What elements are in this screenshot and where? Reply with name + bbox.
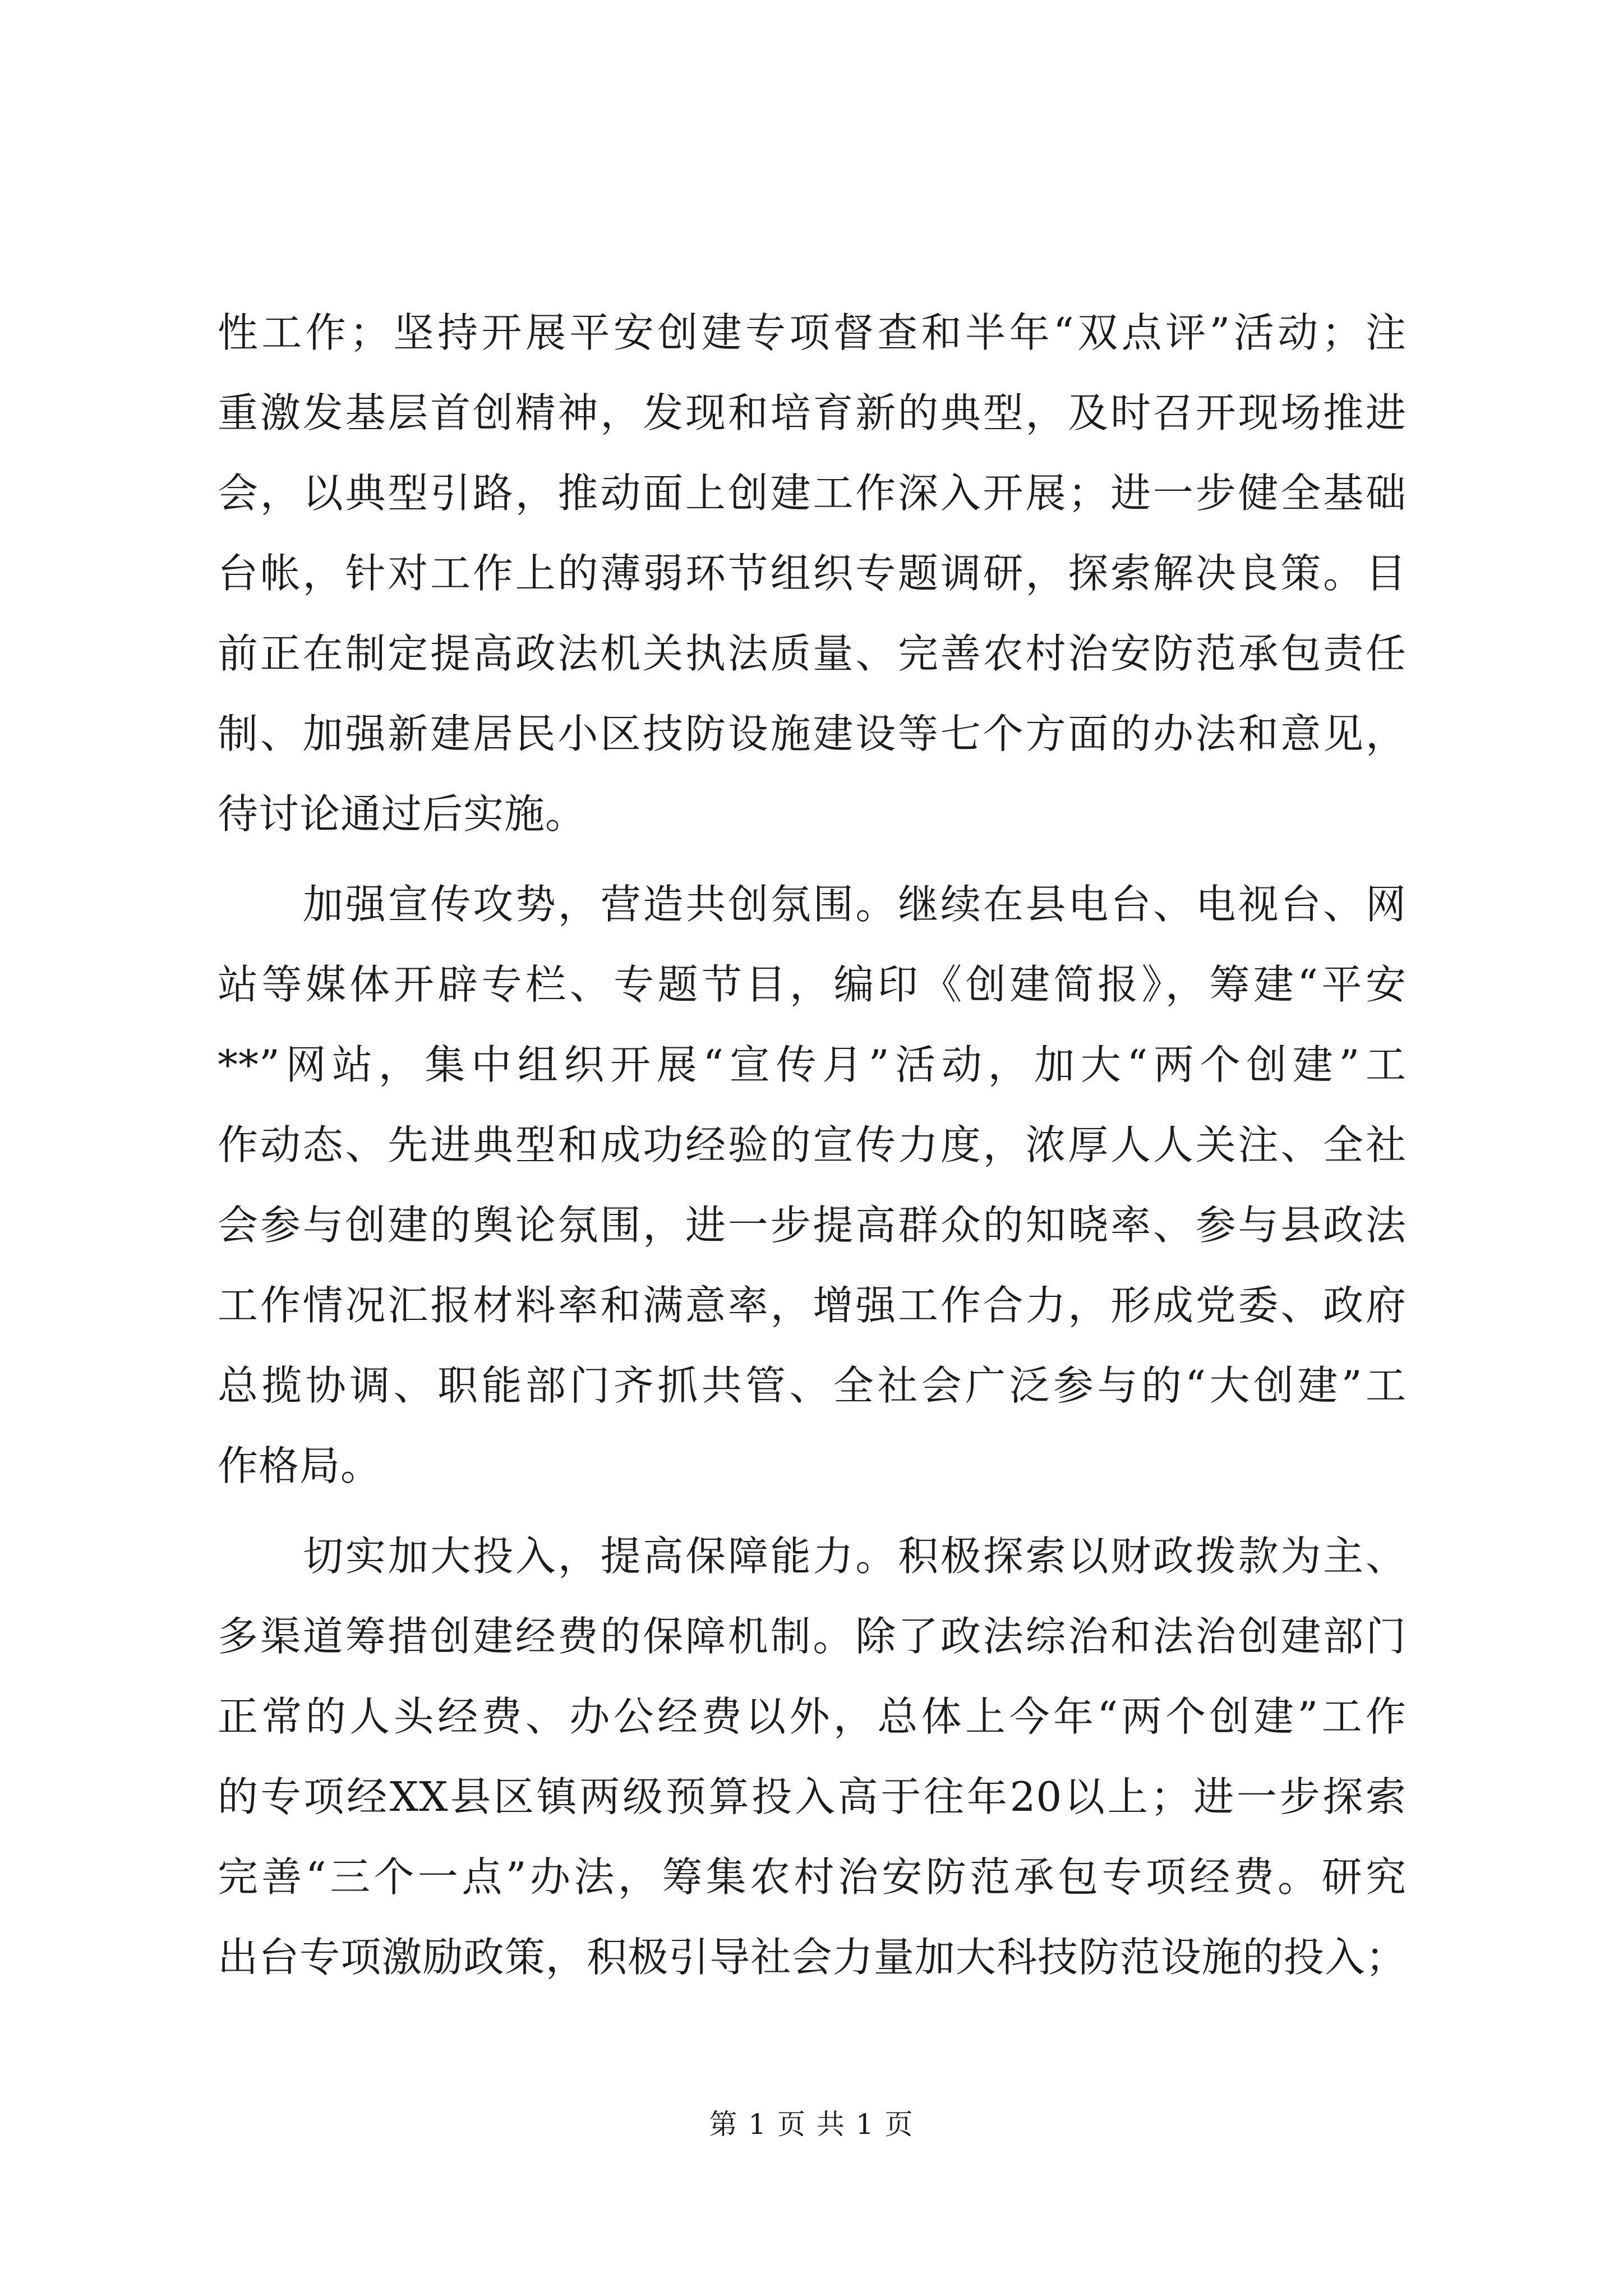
document-body — [218, 293, 1407, 1998]
text-line: 加强宣传攻势，营造共创氛围。继续在县电台、电视台、网 — [303, 881, 1407, 928]
text-line: **”网站，集中组织开展“宣传月”活动，加大“两个创建”工 — [218, 1041, 1407, 1088]
text-line: 重激发基层首创精神，发现和培育新的典型，及时召开现场推进 — [218, 389, 1407, 436]
text-line: 多渠道筹措创建经费的保障机制。除了政法综治和法治创建部门 — [218, 1613, 1407, 1660]
paragraph — [218, 864, 1407, 1506]
paragraph — [218, 1516, 1407, 1998]
text-line: 前正在制定提高政法机关执法质量、完善农村治安防范承包责任 — [218, 630, 1407, 677]
paragraph — [218, 293, 1407, 854]
text-line: 会参与创建的舆论氛围，进一步提高群众的知晓率、参与县政法 — [218, 1202, 1407, 1249]
text-line: 制、加强新建居民小区技防设施建设等七个方面的办法和意见， — [218, 710, 1407, 757]
text-line: 出台专项激励政策，积极引导社会力量加大科技防范设施的投入； — [218, 1934, 1407, 1981]
text-line: 性工作；坚持开展平安创建专项督查和半年“双点评”活动；注 — [218, 309, 1407, 356]
page-number-footer: 第 1 页 共 1 页 — [709, 2108, 914, 2141]
text-line: 切实加大投入，提高保障能力。积极探索以财政拨款为主、 — [303, 1533, 1407, 1580]
text-line: 工作情况汇报材料率和满意率，增强工作合力，形成党委、政府 — [218, 1282, 1407, 1329]
text-line: 会，以典型引路，推动面上创建工作深入开展；进一步健全基础 — [218, 470, 1407, 517]
text-line: 完善“三个一点”办法，筹集农村治安防范承包专项经费。研究 — [218, 1853, 1407, 1901]
text-line: 总揽协调、职能部门齐抓共管、全社会广泛参与的“大创建”工 — [218, 1362, 1407, 1409]
text-line: 待讨论通过后实施。 — [218, 790, 587, 838]
text-line: 作动态、先进典型和成功经验的宣传力度，浓厚人人关注、全社 — [218, 1121, 1407, 1168]
text-line: 台帐，针对工作上的薄弱环节组织专题调研，探索解决良策。目 — [218, 550, 1407, 597]
text-line: 正常的人头经费、办公经费以外，总体上今年“两个创建”工作 — [218, 1693, 1407, 1740]
text-line: 站等媒体开辟专栏、专题节目，编印《创建简报》，筹建“平安 — [218, 961, 1407, 1008]
text-line: 的专项经XX县区镇两级预算投入高于往年20以上；进一步探索 — [218, 1773, 1407, 1820]
text-line: 作格局。 — [218, 1442, 382, 1489]
